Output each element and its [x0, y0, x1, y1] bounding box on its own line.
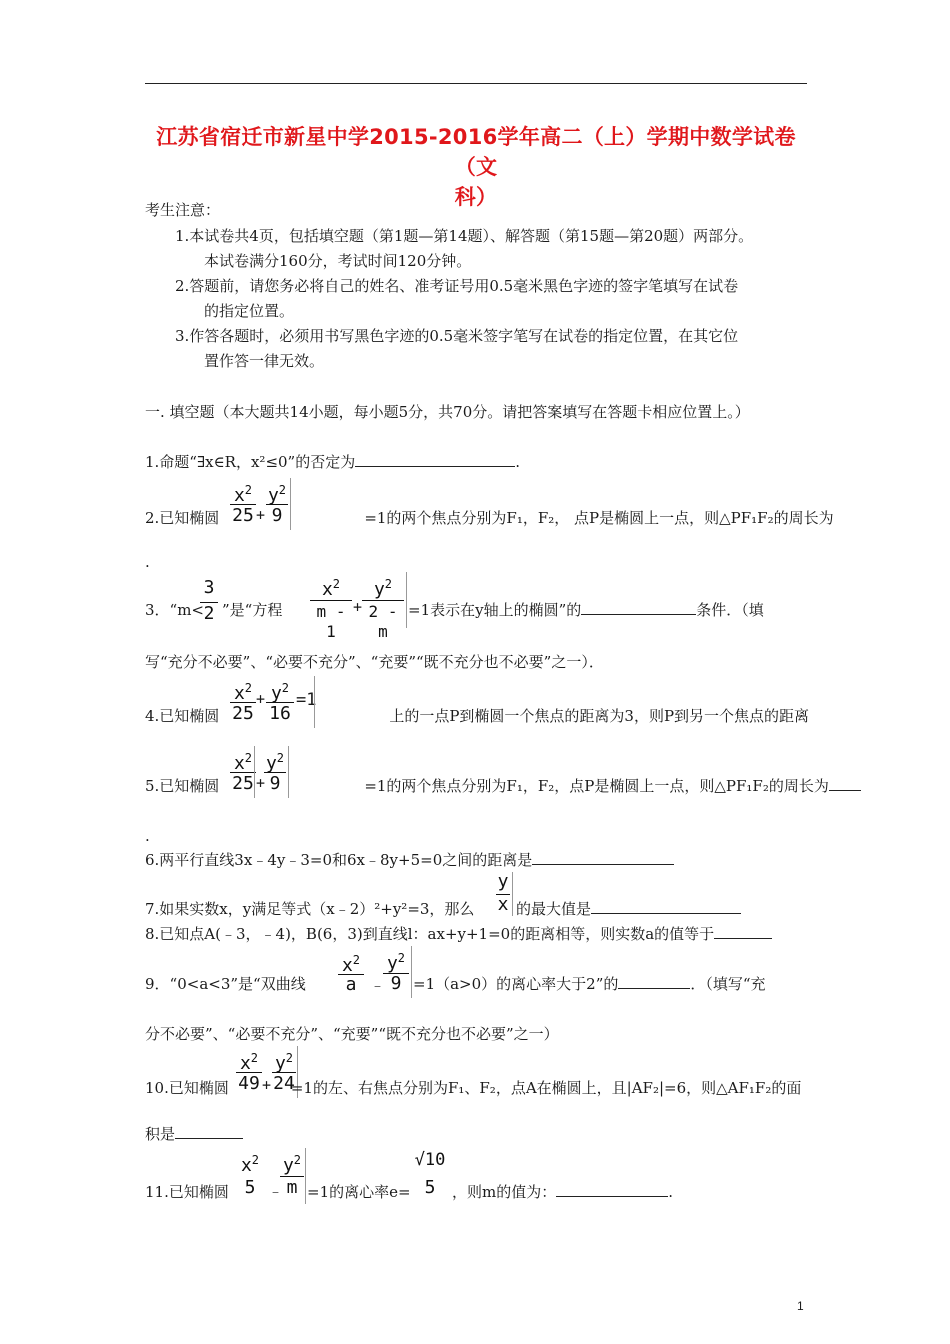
- question-3: 3．“m<: [145, 601, 205, 619]
- page-title: [140, 122, 812, 212]
- question-1: 1.命题“∃x∈R，x²≤0”的否定为 .: [145, 453, 521, 471]
- section-heading: 一. 填空题（本大题共14小题，每小题5分，共70分。请把答案填写在答题卡相应位置上。）: [145, 403, 750, 421]
- fraction-sqrt10-5: √10 5: [414, 1150, 446, 1198]
- answer-blank: [556, 1182, 668, 1197]
- question-5: 5.已知椭圆 =1的两个焦点分别为F₁，F₂，点P是椭圆上一点，则△PF₁F₂的周长为: [145, 776, 861, 796]
- notice-item-2b: 的指定位置。: [204, 302, 295, 320]
- fraction-y2-2-m: $y^2$ 2 - m: [360, 572, 406, 628]
- answer-blank: [355, 452, 515, 467]
- fraction-y2-9: $y^2$ 9: [267, 483, 287, 526]
- notice-heading: 考生注意：: [145, 201, 221, 219]
- notice-item-2a: 2.答题前，请您务必将自己的姓名、准考证号用0.5毫米黑色字迹的签字笔填写在试卷: [175, 277, 739, 295]
- question-2: 2.已知椭圆 =1的两个焦点分别为F₁，F₂， 点P是椭圆上一点，则△PF₁F₂的周长为: [145, 509, 834, 527]
- fraction-x2-25: $x^2$ 25: [228, 478, 258, 530]
- answer-blank: [532, 850, 674, 865]
- fraction-x2-49: $x^2$ 49: [234, 1046, 264, 1098]
- answer-blank: [591, 899, 741, 914]
- question-9: 9．“0<a<3”是“双曲线: [145, 975, 306, 993]
- fraction-x2-a: $x^2$ a: [336, 948, 366, 998]
- answer-blank: [581, 600, 696, 615]
- question-6: 6.两平行直线3x﹣4y﹣3=0和6x﹣8y+5=0之间的距离是: [145, 850, 674, 870]
- fraction-x2-25: $x^2$ 25: [228, 746, 258, 798]
- notice-item-1a: 1.本试卷共4页，包括填空题（第1题—第14题）、解答题（第15题—第20题）两部分。: [175, 227, 754, 245]
- answer-blank: [618, 974, 690, 989]
- question-10: 10.已知椭圆 =1的左、右焦点分别为F₁、F₂，点A在椭圆上，且|AF₂|=6，则△AF₁F₂的面: [145, 1079, 802, 1097]
- page-number: 1: [797, 1299, 804, 1313]
- fraction-3-2: 3 2: [198, 576, 220, 628]
- answer-blank: [714, 924, 772, 939]
- q1-text: 1.命题“∃x∈R，x²≤0”的否定为: [145, 453, 356, 471]
- notice-item-3a: 3.作答各题时，必须用书写黑色字迹的0.5毫米签字笔写在试卷的指定位置，在其它位: [175, 327, 739, 345]
- notice-item-1b: 本试卷满分160分，考试时间120分钟。: [204, 252, 472, 270]
- header-rule: [145, 83, 807, 84]
- fraction-y-x: y x: [497, 871, 509, 915]
- fraction-y2-9: $y^2$ 9: [381, 946, 411, 998]
- fraction-y2-24: $y^2$ 24: [273, 1051, 295, 1094]
- fraction-y2-m: $y^2$ m: [278, 1148, 306, 1204]
- answer-blank: [175, 1124, 243, 1139]
- fraction-x2-5: $x^2$ 5: [240, 1153, 260, 1198]
- question-8: 8.已知点A(﹣3，﹣4)，B(6，3)到直线l：ax+y+1=0的距离相等，则实数a的值等于: [145, 924, 772, 944]
- fraction-y2-9: $y^2$ 9: [265, 751, 285, 794]
- question-4: 4.已知椭圆 上的一点P到椭圆一个焦点的距离为3，则P到另一个焦点的距离: [145, 707, 810, 725]
- answer-blank: [829, 776, 861, 791]
- title-line-2: 科）: [454, 185, 498, 209]
- notice-item-3b: 置作答一律无效。: [204, 352, 325, 370]
- fraction-x2-25: $x^2$ 25: [228, 676, 258, 728]
- fraction-x2-m-1: $x^2$ m - 1: [308, 572, 354, 628]
- fraction-y2-16: $y^2$ 16: [264, 676, 296, 728]
- question-11: 11.已知椭圆: [145, 1183, 229, 1201]
- title-line-1: 江苏省宿迁市新星中学2015-2016学年高二（上）学期中数学试卷（文: [156, 125, 796, 179]
- plus-sign: +: [256, 506, 266, 524]
- question-7: 7.如果实数x，y满足等式（x﹣2）²+y²=3，那么: [145, 900, 475, 918]
